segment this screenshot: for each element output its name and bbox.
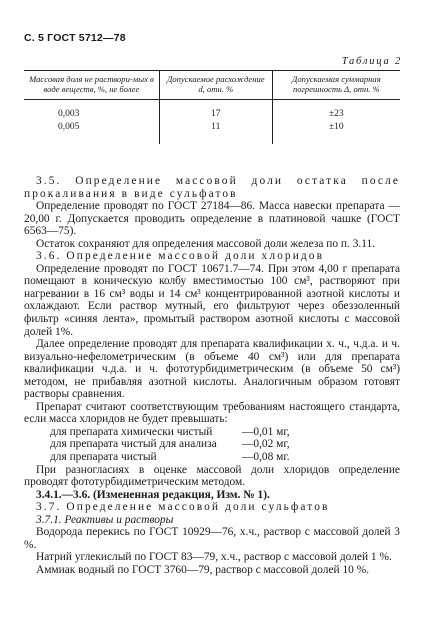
list-item <box>24 451 400 464</box>
requirement-name: для препарата чистый <box>50 451 157 464</box>
paragraph: Определение проводят по ГОСТ 10671.7—74. При этом 4,00 г препарата помещают в коническую колбу вместимостью 100 см³, растворяют при нагревании в 16 см³ воды и 14 см³ концентрированной азотной кислоты и охлаждают. Если раствор мутный, его фильтруют через обеззоленный фильтр «синяя лента», промытый раствором азотной кислоты с массовой долей 1%. <box>24 262 400 338</box>
column-header: Массовая доля не раствори-мых в воде веществ, %, не более <box>24 71 159 100</box>
document-body <box>24 175 400 577</box>
requirement-value: —0,02 мг, <box>242 438 290 451</box>
amendment-note: 3.4.1.—3.6. (Измененная редакция, Изм. № 1). <box>36 488 270 501</box>
paragraph: Далее определение проводят для препарата квалификации х. ч., ч.д.а. и ч. визуально-нефелометрическим (в объеме 40 см³) или для препарата квалификации ч.д.а. и ч. фототурбидиметрическим (в объеме 50 см³) методом, не прибавляя азотной кислоты. Аналогичным образом готовят растворы сравнения. <box>24 338 400 401</box>
table-cell: 11 <box>159 121 272 144</box>
table-cell: ±23 <box>272 99 400 121</box>
requirement-value: —0,08 мг. <box>242 451 290 464</box>
table-cell: 17 <box>159 99 272 121</box>
requirements-list <box>24 426 400 464</box>
paragraph: При разногласиях в оценке массовой доли хлоридов определение проводят фототурбидиметрическим методом. <box>24 463 400 489</box>
paragraph: Водорода перекись по ГОСТ 10929—76, х.ч., раствор с массовой долей 3 %. <box>24 526 400 551</box>
paragraph: Натрий углекислый по ГОСТ 83—79, х.ч., раствор с массовой долей 1 %. <box>36 551 392 564</box>
requirement-value: —0,01 мг, <box>242 425 290 438</box>
list-item <box>24 426 400 439</box>
table-row <box>24 99 400 121</box>
requirement-name: для препарата чистый для анализа <box>50 438 217 451</box>
column-header: Допускаемое расхождение d, отн. % <box>159 71 272 100</box>
table-cell: 0,005 <box>58 121 80 132</box>
table-header-row <box>24 71 400 100</box>
paragraph: Препарат считают соответствующим требованиям настоящего стандарта, если масса хлоридов не будет превышать: <box>24 400 400 426</box>
paragraph: Определение проводят по ГОСТ 27184—86. Масса навески препарата — 20,00 г. Допускается проводить определение в платиновой чашке (ГОСТ 6563—75). <box>24 200 400 238</box>
paragraph: Остаток сохраняют для определения массовой доли железа по п. 3.11. <box>36 237 376 250</box>
page-header: С. 5 ГОСТ 5712—78 <box>24 32 126 44</box>
subsection-heading: 3.7.1. Реактивы и растворы <box>36 513 174 526</box>
table-cell: ±10 <box>272 121 400 144</box>
table-cell: 0,003 <box>58 108 80 119</box>
data-table <box>24 70 400 144</box>
requirement-name: для препарата химически чистый <box>50 425 213 438</box>
section-heading: 3.7. Определение массовой доли сульфатов <box>36 501 330 514</box>
list-item <box>24 438 400 451</box>
paragraph: Аммиак водный по ГОСТ 3760—79, раствор с массовой долей 10 %. <box>36 563 370 576</box>
table-caption: Таблица 2 <box>341 56 402 67</box>
table-row <box>24 121 400 144</box>
section-heading: 3.6. Определение массовой доли хлоридов <box>36 250 325 263</box>
section-heading: 3.5. Определение массовой доли остатка после прокаливания в виде сульфатов <box>24 175 400 200</box>
column-header: Допускаемая суммарная погрешность Δ, отн. % <box>272 71 400 100</box>
